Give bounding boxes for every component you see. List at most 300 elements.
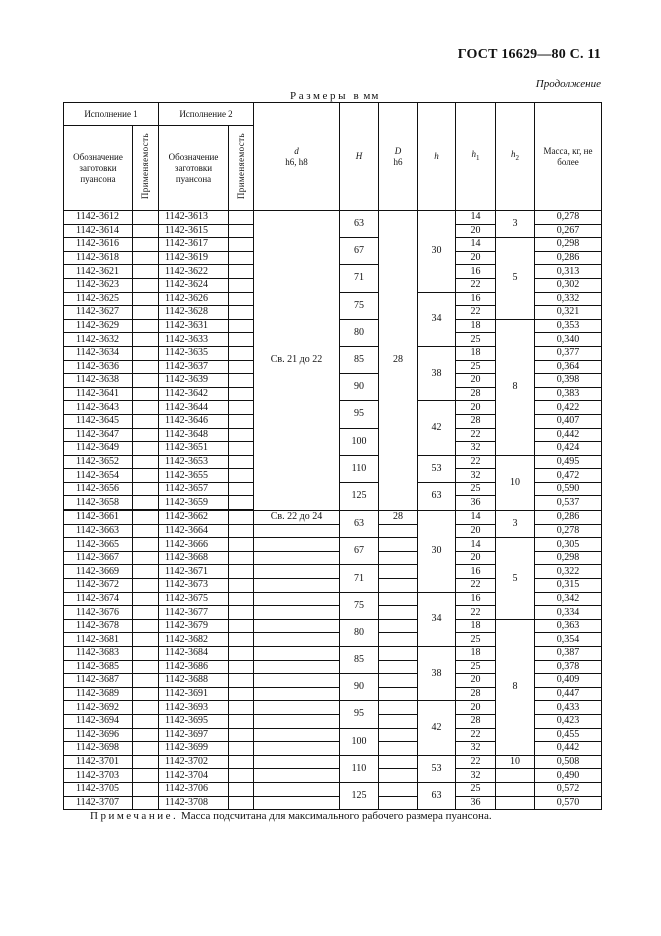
- cell-designation-2: 1142-3651: [159, 442, 229, 456]
- cell-h1: 20: [456, 674, 496, 688]
- cell-d: [254, 579, 340, 593]
- cell-applicability-2: [229, 401, 254, 415]
- cell-h: 30: [418, 510, 456, 592]
- cell-mass: 0,278: [535, 211, 602, 225]
- cell-designation-2: 1142-3671: [159, 565, 229, 579]
- cell-d: [379, 714, 418, 728]
- cell-applicability-1: [133, 374, 159, 388]
- cell-mass: 0,302: [535, 278, 602, 292]
- cell-designation-2: 1142-3697: [159, 728, 229, 742]
- cell-designation-1: 1142-3694: [64, 714, 133, 728]
- cell-applicability-1: [133, 633, 159, 647]
- cell-h: 42: [418, 701, 456, 755]
- cell-h2: 10: [496, 455, 535, 510]
- cell-h1: 25: [456, 660, 496, 674]
- cell-h: 80: [340, 619, 379, 646]
- cell-h2: 8: [496, 619, 535, 755]
- cell-designation-1: 1142-3663: [64, 524, 133, 538]
- cell-designation-2: 1142-3617: [159, 238, 229, 252]
- cell-designation-2: 1142-3644: [159, 401, 229, 415]
- cell-h1: 14: [456, 211, 496, 225]
- cell-mass: 0,572: [535, 782, 602, 796]
- cell-designation-1: 1142-3703: [64, 769, 133, 783]
- cell-mass: 0,378: [535, 660, 602, 674]
- cell-h1: 14: [456, 238, 496, 252]
- cell-applicability-2: [229, 428, 254, 442]
- cell-applicability-1: [133, 701, 159, 715]
- cell-h1: 25: [456, 482, 496, 496]
- cell-d: 28: [379, 211, 418, 511]
- cell-designation-2: 1142-3637: [159, 360, 229, 374]
- cell-designation-1: 1142-3707: [64, 796, 133, 810]
- cell-designation-2: 1142-3666: [159, 538, 229, 552]
- cell-applicability-1: [133, 782, 159, 796]
- cell-designation-1: 1142-3616: [64, 238, 133, 252]
- cell-d: [379, 701, 418, 715]
- cell-designation-2: 1142-3631: [159, 319, 229, 333]
- cell-designation-1: 1142-3674: [64, 592, 133, 606]
- cell-h1: 22: [456, 755, 496, 769]
- cell-applicability-2: [229, 551, 254, 565]
- cell-h: 125: [340, 782, 379, 809]
- cell-applicability-1: [133, 319, 159, 333]
- cell-h2: [496, 769, 535, 783]
- cell-h: 100: [340, 728, 379, 755]
- cell-d: [379, 538, 418, 552]
- header-d-tolerance: h6, h8: [285, 156, 308, 167]
- cell-h: 90: [340, 374, 379, 401]
- cell-d: [254, 660, 340, 674]
- cell-applicability-1: [133, 579, 159, 593]
- cell-mass: 0,313: [535, 265, 602, 279]
- sizes-caption-unit: в мм: [353, 90, 380, 102]
- table-row: [64, 619, 602, 633]
- cell-applicability-1: [133, 414, 159, 428]
- cell-applicability-1: [133, 538, 159, 552]
- cell-designation-1: 1142-3676: [64, 606, 133, 620]
- cell-h1: 32: [456, 442, 496, 456]
- cell-applicability-2: [229, 538, 254, 552]
- cell-h: 110: [340, 455, 379, 482]
- sizes-caption: [290, 90, 379, 102]
- cell-h1: 20: [456, 374, 496, 388]
- cell-h1: 18: [456, 319, 496, 333]
- cell-applicability-1: [133, 265, 159, 279]
- cell-designation-2: 1142-3695: [159, 714, 229, 728]
- cell-h2: [496, 796, 535, 810]
- cell-applicability-1: [133, 224, 159, 238]
- cell-applicability-1: [133, 660, 159, 674]
- cell-mass: 0,383: [535, 387, 602, 401]
- cell-mass: 0,424: [535, 442, 602, 456]
- footnote-label: Примечание.: [90, 810, 179, 822]
- cell-h: 30: [418, 211, 456, 293]
- cell-applicability-2: [229, 796, 254, 810]
- cell-h: 71: [340, 565, 379, 592]
- cell-h: 38: [418, 647, 456, 701]
- cell-h: 95: [340, 401, 379, 428]
- cell-applicability-2: [229, 333, 254, 347]
- cell-h2: 10: [496, 755, 535, 769]
- cell-designation-2: 1142-3699: [159, 742, 229, 756]
- cell-d: [379, 592, 418, 606]
- cell-h2: 5: [496, 538, 535, 620]
- cell-designation-2: 1142-3704: [159, 769, 229, 783]
- cell-designation-1: 1142-3641: [64, 387, 133, 401]
- cell-designation-1: 1142-3632: [64, 333, 133, 347]
- cell-d: [379, 551, 418, 565]
- cell-d: [379, 742, 418, 756]
- cell-applicability-1: [133, 796, 159, 810]
- cell-applicability-2: [229, 687, 254, 701]
- cell-designation-1: 1142-3627: [64, 306, 133, 320]
- cell-h1: 14: [456, 510, 496, 524]
- cell-applicability-2: [229, 619, 254, 633]
- header-h2: [496, 103, 535, 211]
- cell-applicability-2: [229, 442, 254, 456]
- cell-applicability-1: [133, 510, 159, 524]
- cell-designation-1: 1142-3634: [64, 346, 133, 360]
- cell-applicability-1: [133, 469, 159, 483]
- cell-d: [379, 633, 418, 647]
- cell-mass: 0,495: [535, 455, 602, 469]
- cell-applicability-2: [229, 714, 254, 728]
- cell-applicability-1: [133, 360, 159, 374]
- cell-h2: 5: [496, 238, 535, 320]
- cell-designation-1: 1142-3672: [64, 579, 133, 593]
- cell-applicability-2: [229, 360, 254, 374]
- cell-applicability-1: [133, 346, 159, 360]
- cell-mass: 0,364: [535, 360, 602, 374]
- cell-designation-2: 1142-3626: [159, 292, 229, 306]
- cell-applicability-1: [133, 442, 159, 456]
- cell-designation-1: 1142-3698: [64, 742, 133, 756]
- cell-designation-2: 1142-3615: [159, 224, 229, 238]
- cell-d: [379, 687, 418, 701]
- cell-mass: 0,447: [535, 687, 602, 701]
- cell-mass: 0,332: [535, 292, 602, 306]
- cell-d: [254, 647, 340, 661]
- cell-designation-1: 1142-3652: [64, 455, 133, 469]
- cell-designation-2: 1142-3657: [159, 482, 229, 496]
- cell-h1: 22: [456, 278, 496, 292]
- cell-applicability-2: [229, 211, 254, 225]
- cell-h: 85: [340, 346, 379, 373]
- cell-d: [379, 524, 418, 538]
- cell-mass: 0,570: [535, 796, 602, 810]
- cell-h: 38: [418, 346, 456, 400]
- cell-designation-2: 1142-3677: [159, 606, 229, 620]
- cell-applicability-2: [229, 674, 254, 688]
- cell-applicability-1: [133, 551, 159, 565]
- cell-applicability-2: [229, 265, 254, 279]
- header-h2-subscript: 2: [515, 153, 519, 162]
- cell-h: 80: [340, 319, 379, 346]
- cell-mass: 0,267: [535, 224, 602, 238]
- cell-h: 90: [340, 674, 379, 701]
- cell-d: [254, 674, 340, 688]
- header-mass: Масса, кг, не более: [535, 103, 602, 211]
- cell-d: [379, 782, 418, 796]
- cell-applicability-2: [229, 592, 254, 606]
- continuation-label: Продолжение: [535, 78, 601, 90]
- cell-applicability-1: [133, 482, 159, 496]
- cell-mass: 0,472: [535, 469, 602, 483]
- cell-designation-1: 1142-3685: [64, 660, 133, 674]
- cell-d: Св. 21 до 22: [254, 211, 340, 511]
- cell-mass: 0,340: [535, 333, 602, 347]
- cell-designation-2: 1142-3664: [159, 524, 229, 538]
- cell-designation-2: 1142-3642: [159, 387, 229, 401]
- cell-h1: 14: [456, 538, 496, 552]
- cell-applicability-2: [229, 606, 254, 620]
- cell-mass: 0,409: [535, 674, 602, 688]
- cell-applicability-1: [133, 714, 159, 728]
- table-row: [64, 769, 602, 783]
- cell-designation-2: 1142-3679: [159, 619, 229, 633]
- cell-h1: 28: [456, 714, 496, 728]
- cell-h1: 18: [456, 619, 496, 633]
- header-execution-2: Исполнение 2: [159, 103, 254, 126]
- cell-d: [254, 538, 340, 552]
- cell-designation-2: 1142-3613: [159, 211, 229, 225]
- cell-applicability-1: [133, 251, 159, 265]
- cell-applicability-1: [133, 306, 159, 320]
- cell-h1: 36: [456, 796, 496, 810]
- cell-applicability-2: [229, 496, 254, 510]
- cell-h2: [496, 782, 535, 796]
- cell-d: [379, 619, 418, 633]
- cell-d: [379, 579, 418, 593]
- cell-h1: 20: [456, 401, 496, 415]
- cell-h: 85: [340, 647, 379, 674]
- cell-applicability-2: [229, 346, 254, 360]
- cell-designation-2: 1142-3688: [159, 674, 229, 688]
- cell-h: 110: [340, 755, 379, 782]
- cell-applicability-2: [229, 374, 254, 388]
- cell-designation-1: 1142-3629: [64, 319, 133, 333]
- cell-mass: 0,322: [535, 565, 602, 579]
- cell-designation-1: 1142-3621: [64, 265, 133, 279]
- header-applicability-2-text: Применяемость: [235, 133, 246, 200]
- page-header: ГОСТ 16629—80 С. 11: [457, 47, 601, 62]
- cell-h: 67: [340, 238, 379, 265]
- cell-h: 63: [418, 782, 456, 809]
- header-D-symbol: D: [394, 145, 402, 156]
- cell-mass: 0,590: [535, 482, 602, 496]
- cell-mass: 0,363: [535, 619, 602, 633]
- cell-mass: 0,305: [535, 538, 602, 552]
- cell-h1: 25: [456, 333, 496, 347]
- header-D-tolerance: h6: [393, 156, 403, 167]
- cell-designation-2: 1142-3646: [159, 414, 229, 428]
- cell-applicability-1: [133, 728, 159, 742]
- cell-designation-2: 1142-3659: [159, 496, 229, 510]
- cell-applicability-2: [229, 647, 254, 661]
- cell-d: [254, 728, 340, 742]
- cell-d: [254, 619, 340, 633]
- cell-applicability-2: [229, 524, 254, 538]
- cell-designation-1: 1142-3654: [64, 469, 133, 483]
- cell-d: [379, 565, 418, 579]
- cell-applicability-1: [133, 428, 159, 442]
- cell-h1: 32: [456, 469, 496, 483]
- cell-applicability-2: [229, 292, 254, 306]
- cell-h1: 25: [456, 782, 496, 796]
- cell-d: [379, 755, 418, 769]
- cell-applicability-1: [133, 565, 159, 579]
- cell-mass: 0,433: [535, 701, 602, 715]
- table-row: [64, 782, 602, 796]
- cell-applicability-2: [229, 319, 254, 333]
- cell-h1: 28: [456, 687, 496, 701]
- cell-d: [254, 633, 340, 647]
- cell-h2: 8: [496, 319, 535, 455]
- cell-h: 100: [340, 428, 379, 455]
- cell-applicability-1: [133, 687, 159, 701]
- header-H: H: [340, 103, 379, 211]
- cell-designation-2: 1142-3639: [159, 374, 229, 388]
- cell-d: [379, 728, 418, 742]
- cell-h1: 32: [456, 742, 496, 756]
- cell-mass: 0,298: [535, 238, 602, 252]
- cell-designation-2: 1142-3686: [159, 660, 229, 674]
- table-row: [64, 796, 602, 810]
- header-d-symbol: d: [294, 145, 299, 156]
- cell-designation-1: 1142-3658: [64, 496, 133, 510]
- cell-applicability-1: [133, 647, 159, 661]
- cell-designation-1: 1142-3625: [64, 292, 133, 306]
- cell-h: 53: [418, 455, 456, 482]
- cell-designation-2: 1142-3668: [159, 551, 229, 565]
- cell-h: 34: [418, 592, 456, 646]
- cell-h1: 22: [456, 455, 496, 469]
- cell-applicability-1: [133, 401, 159, 415]
- cell-h1: 36: [456, 496, 496, 510]
- cell-applicability-1: [133, 238, 159, 252]
- header-applicability-2: [229, 126, 254, 211]
- cell-applicability-2: [229, 482, 254, 496]
- header-h1-symbol: h: [471, 149, 476, 160]
- cell-applicability-2: [229, 769, 254, 783]
- header-D: [379, 103, 418, 211]
- footnote: [90, 810, 492, 822]
- cell-designation-1: 1142-3645: [64, 414, 133, 428]
- cell-designation-1: 1142-3681: [64, 633, 133, 647]
- dimensions-table: [63, 102, 602, 810]
- cell-designation-2: 1142-3622: [159, 265, 229, 279]
- cell-applicability-1: [133, 619, 159, 633]
- cell-applicability-2: [229, 660, 254, 674]
- cell-h1: 20: [456, 224, 496, 238]
- cell-h1: 16: [456, 265, 496, 279]
- cell-applicability-2: [229, 238, 254, 252]
- cell-applicability-2: [229, 579, 254, 593]
- cell-applicability-2: [229, 251, 254, 265]
- cell-h: 34: [418, 292, 456, 346]
- cell-designation-1: 1142-3696: [64, 728, 133, 742]
- sizes-caption-label: Размеры: [290, 90, 349, 102]
- cell-mass: 0,321: [535, 306, 602, 320]
- cell-mass: 0,422: [535, 401, 602, 415]
- table-body: [64, 211, 602, 810]
- table-row: [64, 211, 602, 225]
- cell-designation-1: 1142-3683: [64, 647, 133, 661]
- cell-d: [254, 714, 340, 728]
- cell-designation-2: 1142-3706: [159, 782, 229, 796]
- cell-h: 42: [418, 401, 456, 455]
- cell-designation-1: 1142-3669: [64, 565, 133, 579]
- cell-designation-2: 1142-3635: [159, 346, 229, 360]
- cell-d: [254, 769, 340, 783]
- cell-d: Св. 22 до 24: [254, 510, 340, 524]
- cell-mass: 0,387: [535, 647, 602, 661]
- cell-applicability-2: [229, 306, 254, 320]
- cell-h1: 20: [456, 524, 496, 538]
- cell-designation-2: 1142-3624: [159, 278, 229, 292]
- cell-h1: 22: [456, 728, 496, 742]
- table-row: [64, 755, 602, 769]
- cell-applicability-2: [229, 455, 254, 469]
- cell-d: [379, 647, 418, 661]
- cell-d: [254, 551, 340, 565]
- cell-designation-1: 1142-3647: [64, 428, 133, 442]
- cell-h: 63: [340, 510, 379, 538]
- cell-designation-2: 1142-3655: [159, 469, 229, 483]
- cell-designation-2: 1142-3702: [159, 755, 229, 769]
- cell-applicability-1: [133, 333, 159, 347]
- cell-h1: 25: [456, 633, 496, 647]
- cell-applicability-2: [229, 224, 254, 238]
- cell-designation-1: 1142-3638: [64, 374, 133, 388]
- cell-d: [379, 674, 418, 688]
- header-designation-2: Обозначение заготовки пуансона: [159, 126, 229, 211]
- cell-mass: 0,377: [535, 346, 602, 360]
- cell-d: [254, 742, 340, 756]
- cell-designation-2: 1142-3684: [159, 647, 229, 661]
- cell-applicability-1: [133, 387, 159, 401]
- cell-designation-1: 1142-3665: [64, 538, 133, 552]
- cell-h1: 22: [456, 306, 496, 320]
- cell-mass: 0,490: [535, 769, 602, 783]
- cell-designation-1: 1142-3687: [64, 674, 133, 688]
- header-applicability-1-text: Применяемость: [140, 133, 150, 200]
- cell-h: 125: [340, 482, 379, 510]
- cell-h: 63: [340, 211, 379, 238]
- cell-h: 71: [340, 265, 379, 292]
- cell-designation-1: 1142-3612: [64, 211, 133, 225]
- cell-h: 95: [340, 701, 379, 728]
- cell-h1: 16: [456, 292, 496, 306]
- cell-h1: 22: [456, 606, 496, 620]
- cell-mass: 0,398: [535, 374, 602, 388]
- cell-applicability-1: [133, 496, 159, 510]
- cell-mass: 0,334: [535, 606, 602, 620]
- cell-mass: 0,354: [535, 633, 602, 647]
- cell-mass: 0,537: [535, 496, 602, 510]
- cell-applicability-1: [133, 455, 159, 469]
- cell-designation-1: 1142-3692: [64, 701, 133, 715]
- cell-h2: 3: [496, 510, 535, 538]
- cell-applicability-2: [229, 782, 254, 796]
- cell-h2: 3: [496, 211, 535, 238]
- cell-designation-1: 1142-3689: [64, 687, 133, 701]
- cell-applicability-2: [229, 387, 254, 401]
- cell-d: [254, 782, 340, 796]
- cell-designation-1: 1142-3618: [64, 251, 133, 265]
- cell-applicability-2: [229, 414, 254, 428]
- cell-designation-1: 1142-3614: [64, 224, 133, 238]
